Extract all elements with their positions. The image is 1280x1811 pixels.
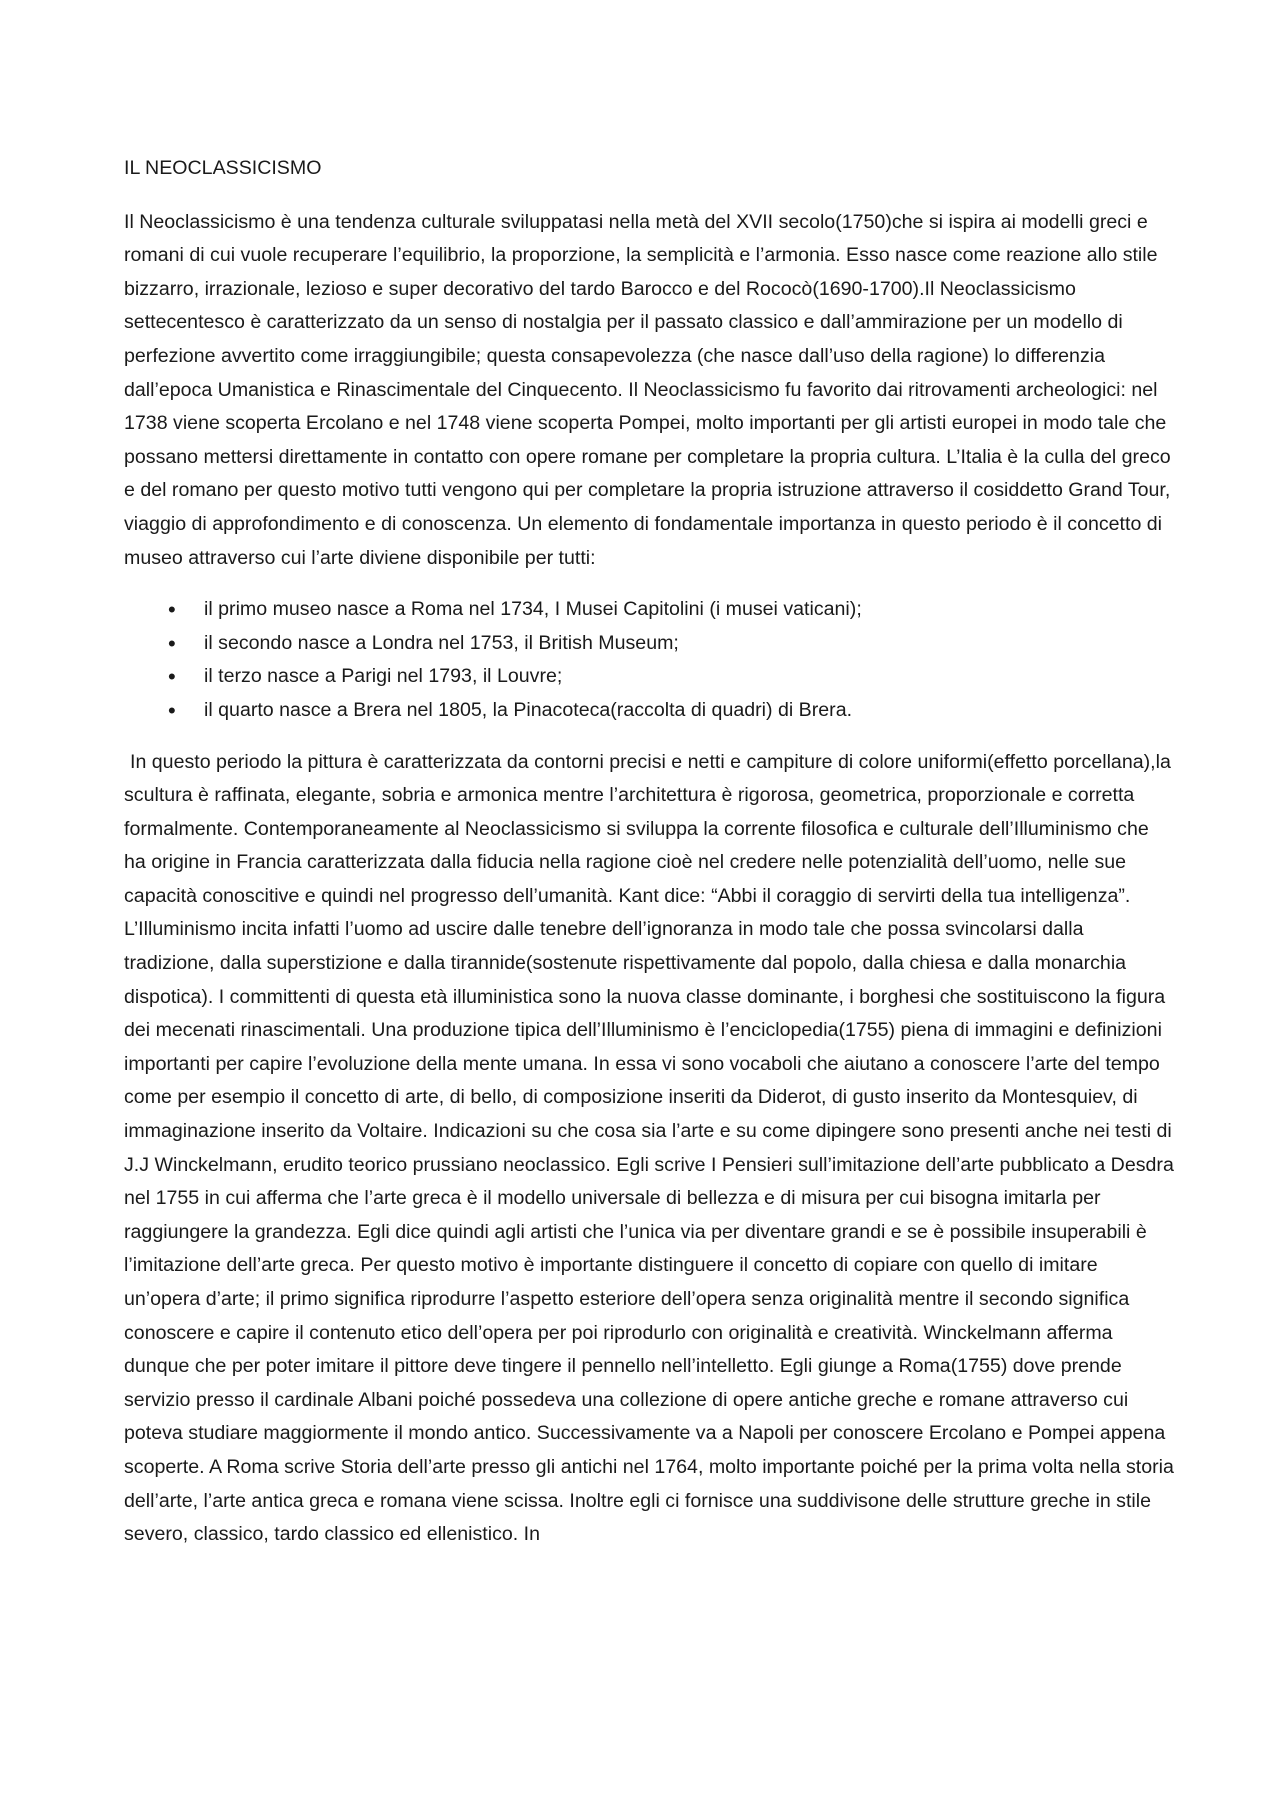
list-item: • il secondo nasce a Londra nel 1753, il British Museum; (168, 627, 1174, 661)
body-paragraph: In questo periodo la pittura è caratterizzata da contorni precisi e netti e campiture di colore uniformi(effetto porcellana),la scultura è raffinata, elegante, sobria e armonica mentre l’architettura è rigorosa, geometrica, proporzionale e corretta formalmente. Contemporaneamente al Neoclassicismo si sviluppa la corrente filosofica e culturale dell’Illuminismo che ha origine in Francia caratterizzata dalla fiducia nella ragione cioè nel credere nelle potenzialità dell’uomo, nelle sue capacità conoscitive e quindi nel progresso dell’umanità. Kant dice: “Abbi il coraggio di servirti della tua intelligenza”. L’Illuminismo incita infatti l’uomo ad uscire dalle tenebre dell’ignoranza in modo tale che possa svincolarsi dalla tradizione, dalla superstizione e dalla tirannide(sostenute rispettivamente dal popolo, dalla chiesa e dalla monarchia dispotica). I committenti di questa età illuministica sono la nuova classe dominante, i borghesi che sostituiscono la figura dei mecenati rinascimentali. Una produzione tipica dell’Illuminismo è l’enciclopedia(1755) piena di immagini e definizioni importanti per capire l’evoluzione della mente umana. In essa vi sono vocaboli che aiutano a conoscere l’arte del tempo come per esempio il concetto di arte, di bello, di composizione inseriti da Diderot, di gusto inserito da Montesquiev, di immaginazione inserito da Voltaire. Indicazioni su che cosa sia l’arte e su come dipingere sono presenti anche nei testi di J.J Winckelmann, erudito teorico prussiano neoclassico. Egli scrive I Pensieri sull’imitazione dell’arte pubblicato a Desdra nel 1755 in cui afferma che l’arte greca è il modello universale di bellezza e di misura per cui bisogna imitarla per raggiungere la grandezza. Egli dice quindi agli artisti che l’unica via per diventare grandi e se è possibile insuperabili è l’imitazione dell’arte greca. Per questo motivo è importante distinguere il concetto di copiare con quello di imitare un’opera d’arte; il primo significa riprodurre l’aspetto esteriore dell’opera senza originalità mentre il secondo significa conoscere e capire il contenuto etico dell’opera per poi riprodurlo con originalità e creatività. Winckelmann afferma dunque che per poter imitare il pittore deve tingere il pennello nell’intelletto. Egli giunge a Roma(1755) dove prende servizio presso il cardinale Albani poiché possedeva una collezione di opere antiche greche e romane attraverso cui poteva studiare maggiormente il mondo antico. Successivamente va a Napoli per conoscere Ercolano e Pompei appena scoperte. A Roma scrive Storia dell’arte presso gli antichi nel 1764, molto importante poiché per la prima volta nella storia dell’arte, l’arte antica greca e romana viene scissa. Inoltre egli ci fornisce una suddivisone delle strutture greche in stile severo, classico, tardo classico ed ellenistico. In (124, 750, 1174, 1546)
list-item: • il primo museo nasce a Roma nel 1734, I Musei Capitolini (i musei vaticani); (168, 593, 1174, 627)
museum-list (124, 593, 1174, 727)
intro-paragraph: Il Neoclassicismo è una tendenza culturale sviluppatasi nella metà del XVII secolo(1750)che si ispira ai modelli greci e romani di cui vuole recuperare l’equilibrio, la proporzione, la semplicità e l’armonia. Esso nasce come reazione allo stile bizzarro, irrazionale, lezioso e super decorativo del tardo Barocco e del Rococò(1690-1700).Il Neoclassicismo settecentesco è caratterizzato da un senso di nostalgia per il passato classico e dall’ammirazione per un modello di perfezione avvertito come irraggiungibile; questa consapevolezza (che nasce dall’uso della ragione) lo differenzia dall’epoca Umanistica e Rinascimentale del Cinquecento. Il Neoclassicismo fu favorito dai ritrovamenti archeologici: nel 1738 viene scoperta Ercolano e nel 1748 viene scoperta Pompei, molto importanti per gli artisti europei in modo tale che possano mettersi direttamente in contatto con opere romane per completare la propria cultura. L’Italia è la culla del greco e del romano per questo motivo tutti vengono qui per completare la propria istruzione attraverso il cosiddetto Grand Tour, viaggio di approfondimento e di conoscenza. Un elemento di fondamentale importanza in questo periodo è il concetto di museo attraverso cui l’arte diviene disponibile per tutti: (124, 210, 1171, 569)
list-item: • il quarto nasce a Brera nel 1805, la Pinacoteca(raccolta di quadri) di Brera. (168, 694, 1174, 728)
document-title: IL NEOCLASSICISMO (124, 157, 322, 179)
list-item: • il terzo nasce a Parigi nel 1793, il Louvre; (168, 660, 1174, 694)
document-page (124, 152, 1174, 1570)
